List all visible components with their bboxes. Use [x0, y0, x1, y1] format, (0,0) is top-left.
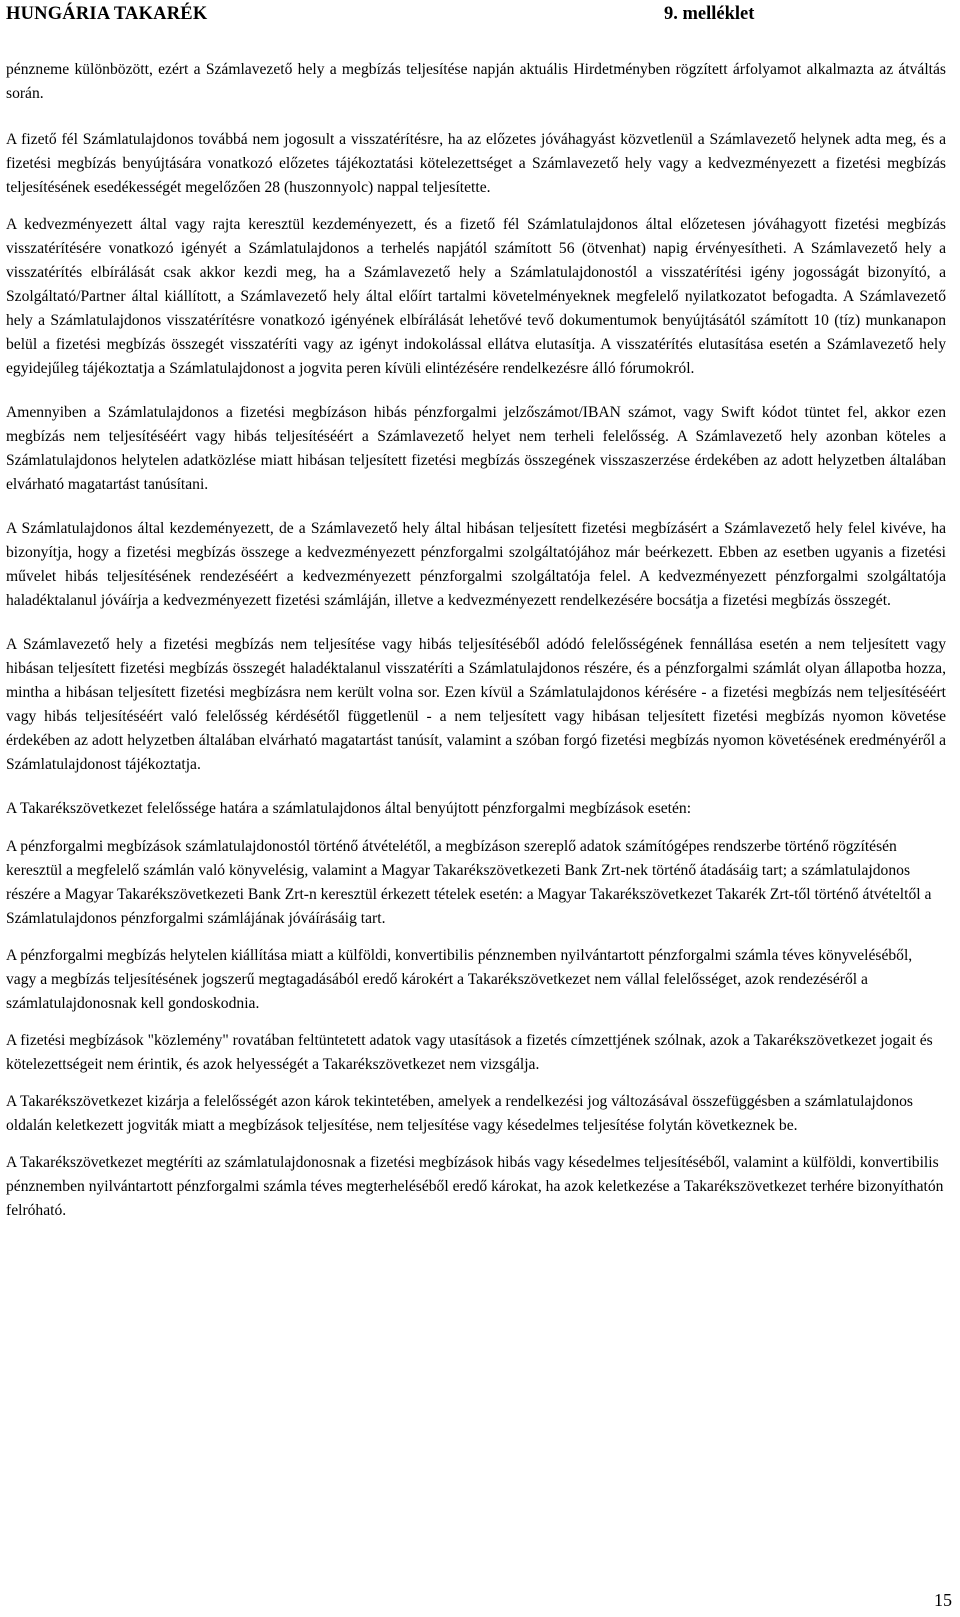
- paragraph: A Takarékszövetkezet megtéríti az számlatulajdonosnak a fizetési megbízások hibás vagy késedelmes teljesítéséből, valamint a külföldi, konvertibilis pénznemben nyilvántartott pénzforgalmi számla téves megterheléséből eredő károkat, ha azok keletkezése a Takarékszövetkezet terhére bizonyíthatón felróható.: [6, 1154, 944, 1219]
- paragraph: A pénzforgalmi megbízások számlatulajdonostól történő átvételétől, a megbízáson szereplő adatok számítógépes rendszerbe történő rögzítésén keresztül a megfelelő számlán való könyvelésig, valamint a Magyar Takarékszövetkezeti Bank Zrt-nek történő átadásáig tart; a számlatulajdonos részére a Magyar Takarékszövetkezeti Bank Zrt-n keresztül érkezett tételek esetén: a Magyar Takarékszövetkezet Takarék Zrt-től történő átvételtől a Számlatulajdonos pénzforgalmi számlájának jóváírásáig tart.: [6, 838, 932, 927]
- annex-label: 9. melléklet: [664, 4, 755, 24]
- paragraph: A fizető fél Számlatulajdonos továbbá nem jogosult a visszatérítésre, ha az előzetes jóváhagyást közvetlenül a Számlavezető helynek adta meg, és a fizetési megbízás benyújtására vonatkozó előzetes tájékoztatási kötelezettséget a Számlavezető hely vagy a kedvezményezett a fizetési megbízás teljesítésének esedékességét megelőzően 28 (huszonnyolc) nappal teljesítette.: [6, 131, 946, 196]
- paragraph: A pénzforgalmi megbízás helytelen kiállítása miatt a külföldi, konvertibilis pénznemben nyilvántartott pénzforgalmi számla téves könyveléséből, vagy a megbízás teljesítésének jogszerű megtagadásából eredő károkért a Takarékszövetkezet nem vállal felelősséget, azok rendezéséről a számlatulajdonosnak kell gondoskodnia.: [6, 947, 913, 1012]
- paragraph: A fizetési megbízások "közlemény" rovatában feltüntetett adatok vagy utasítások a fizetés címzettjének szólnak, azok a Takarékszövetkezet jogait és kötelezettségeit nem érintik, és azok helyességét a Takarékszövetkezet nem vizsgálja.: [6, 1032, 933, 1073]
- paragraph: A Takarékszövetkezet felelőssége határa a számlatulajdonos által benyújtott pénzforgalmi megbízások esetén:: [6, 800, 692, 817]
- page-number: 15: [934, 1590, 952, 1610]
- body-text: [6, 58, 946, 1223]
- paragraph: A Takarékszövetkezet kizárja a felelősségét azon károk tekintetében, amelyek a rendelkezési jog változásával összefüggésben a számlatulajdonos oldalán keletkezett jogviták miatt a megbízások teljesítése, nem teljesítése vagy késedelmes teljesítése folytán következnek be.: [6, 1093, 914, 1134]
- paragraph: A Számlatulajdonos által kezdeményezett, de a Számlavezető hely által hibásan teljesített fizetési megbízásért a Számlavezető hely felel kivéve, ha bizonyítja, hogy a fizetési megbízás összege a kedvezményezett pénzforgalmi szolgáltatójához már beérkezett. Ebben az esetben ugyanis a fizetési művelet hibás teljesítésének rendezéséért a kedvezményezett pénzforgalmi szolgáltatója felel. A kedvezményezett pénzforgalmi szolgáltatója haladéktalanul jóváírja a kedvezményezett fizetési számláján, illetve a kedvezményezett rendelkezésére bocsátja a fizetési megbízás összegét.: [6, 520, 946, 609]
- paragraph: pénzneme különbözött, ezért a Számlavezető hely a megbízás teljesítése napján aktuális Hirdetményben rögzített árfolyamot alkalmazta az átváltás során.: [6, 61, 946, 102]
- bank-name: HUNGÁRIA TAKARÉK: [6, 4, 208, 24]
- page-header: [6, 4, 946, 30]
- paragraph: A Számlavezető hely a fizetési megbízás nem teljesítése vagy hibás teljesítéséből adódó felelősségének fennállása esetén a nem teljesített vagy hibásan teljesített fizetési megbízás összegét haladéktalanul visszatéríti a Számlatulajdonos részére, és a pénzforgalmi számlát olyan állapotba hozza, mintha a hibásan teljesített fizetési megbízásra nem került volna sor. Ezen kívül a Számlatulajdonos kérésére - a fizetési megbízás nem teljesítéséért vagy hibás teljesítéséért való felelősség kérdésétől függetlenül - a nem teljesített vagy hibásan teljesített fizetési megbízás nyomon követése érdekében az adott helyzetben általában elvárható magatartást tanúsít, valamint a szóban forgó fizetési megbízás nyomon követésének eredményéről a Számlatulajdonost tájékoztatja.: [6, 636, 946, 773]
- paragraph: A kedvezményezett által vagy rajta keresztül kezdeményezett, és a fizető fél Számlatulajdonos által előzetesen jóváhagyott fizetési megbízás visszatérítésére vonatkozó igényét a Számlatulajdonos a terhelés napjától számított 56 (ötvenhat) napig érvényesítheti. A Számlavezető hely a visszatérítés elbírálását csak akkor kezdi meg, ha a Számlavezető hely a Számlatulajdonostól a visszatérítési igény jogosságát bizonyító, a Szolgáltató/Partner által kiállított, a Számlavezető hely által előírt tartalmi követelményeknek megfelelő nyilatkozatot befogadta. A Számlavezető hely a Számlatulajdonos visszatérítésre vonatkozó igényének elbírálását lehetővé tevő dokumentumok benyújtásától számított 10 (tíz) munkanapon belül a fizetési megbízás összegét visszatéríti vagy az igényt indokolással ellátva elutasítja. A visszatérítés elutasítása esetén a Számlavezető hely egyidejűleg tájékoztatja a Számlatulajdonost a jogvita peren kívüli elintézésére rendelkezésre álló fórumokról.: [6, 216, 946, 377]
- paragraph: Amennyiben a Számlatulajdonos a fizetési megbízáson hibás pénzforgalmi jelzőszámot/IBAN számot, vagy Swift kódot tüntet fel, akkor ezen megbízás nem teljesítéséért vagy hibás teljesítéséért a Számlavezető helyet nem terheli felelősség. A Számlavezető hely azonban köteles a Számlatulajdonos helytelen adatközlése miatt hibásan teljesített fizetési megbízás összegének visszaszerzése érdekében az adott helyzetben általában elvárható magatartást tanúsítani.: [6, 404, 946, 493]
